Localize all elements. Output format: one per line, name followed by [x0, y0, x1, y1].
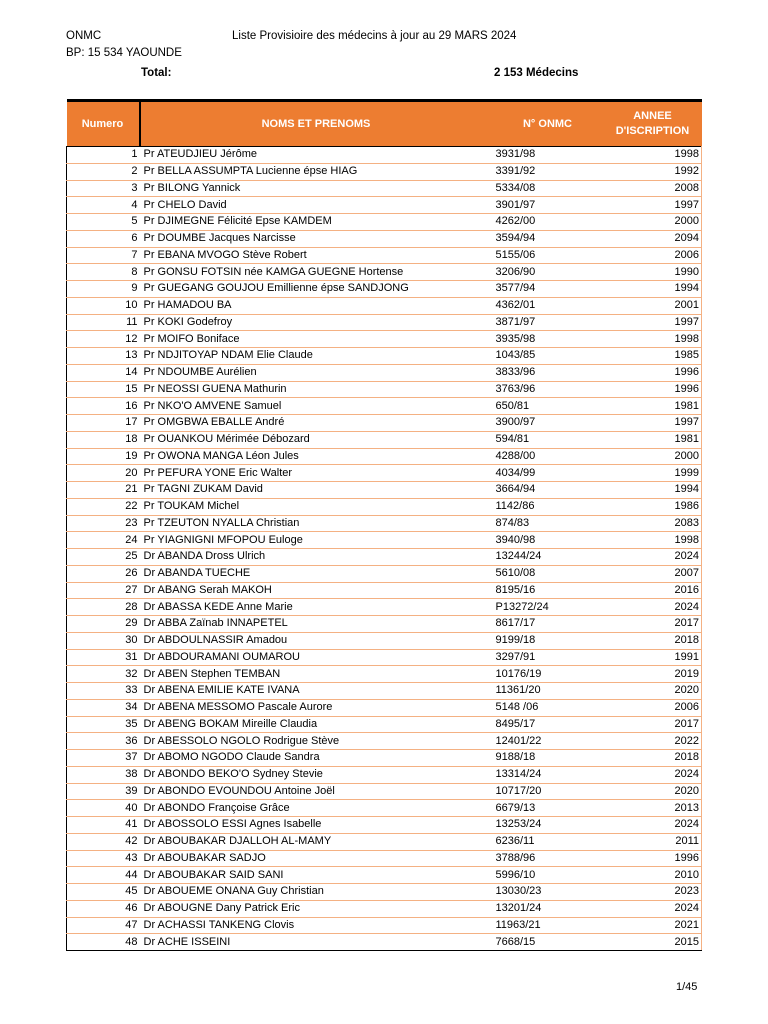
row-name: Dr ABANDA Dross Ulrich: [140, 549, 492, 566]
row-name: Dr ABONDO Françoise Grâce: [140, 800, 492, 817]
row-name: Dr ABOUBAKAR SADJO: [140, 850, 492, 867]
row-number: 31: [67, 649, 140, 666]
row-onmc: 3901/97: [492, 197, 604, 214]
table-row: [67, 783, 702, 800]
org-name: ONMC: [66, 30, 102, 42]
row-name: Pr PEFURA YONE Eric Walter: [140, 465, 492, 482]
row-year: 1998: [604, 532, 702, 549]
row-year: 1996: [604, 364, 702, 381]
table-row: [67, 281, 702, 298]
row-number: 13: [67, 348, 140, 365]
table-row: [67, 197, 702, 214]
row-onmc: 3788/96: [492, 850, 604, 867]
row-year: 1997: [604, 197, 702, 214]
row-number: 38: [67, 766, 140, 783]
row-onmc: 3940/98: [492, 532, 604, 549]
row-name: Dr ABOUBAKAR SAID SANI: [140, 867, 492, 884]
row-year: 2021: [604, 917, 702, 934]
row-year: 1998: [604, 147, 702, 164]
row-onmc: 13244/24: [492, 549, 604, 566]
table-row: [67, 632, 702, 649]
row-name: Dr ABENA EMILIE KATE IVANA: [140, 683, 492, 700]
col-header-annee-line1: ANNEE: [633, 110, 672, 122]
row-onmc: 13314/24: [492, 766, 604, 783]
row-onmc: 4362/01: [492, 297, 604, 314]
row-name: Pr OUANKOU Mérimée Débozard: [140, 431, 492, 448]
row-onmc: P13272/24: [492, 599, 604, 616]
table-row: [67, 381, 702, 398]
table-row: [67, 800, 702, 817]
row-name: Dr ABDOURAMANI OUMAROU: [140, 649, 492, 666]
row-year: 2023: [604, 884, 702, 901]
row-onmc: 11361/20: [492, 683, 604, 700]
row-onmc: 3935/98: [492, 331, 604, 348]
row-name: Dr ABONDO BEKO'O Sydney Stevie: [140, 766, 492, 783]
table-row: [67, 180, 702, 197]
row-number: 23: [67, 515, 140, 532]
row-onmc: 13253/24: [492, 817, 604, 834]
row-number: 15: [67, 381, 140, 398]
row-name: Dr ACHASSI TANKENG Clovis: [140, 917, 492, 934]
row-onmc: 1142/86: [492, 498, 604, 515]
table-row: [67, 465, 702, 482]
row-onmc: 5610/08: [492, 565, 604, 582]
row-name: Dr ACHE ISSEINI: [140, 934, 492, 951]
table-row: [67, 599, 702, 616]
col-header-noms: NOMS ET PRENOMS: [140, 101, 492, 147]
row-year: 2008: [604, 180, 702, 197]
table-row: [67, 415, 702, 432]
row-number: 8: [67, 264, 140, 281]
row-onmc: 12401/22: [492, 733, 604, 750]
row-number: 7: [67, 247, 140, 264]
row-year: 2007: [604, 565, 702, 582]
col-header-annee-line2: D'ISCRIPTION: [615, 125, 690, 137]
row-year: 2024: [604, 766, 702, 783]
row-number: 32: [67, 666, 140, 683]
row-year: 2006: [604, 699, 702, 716]
table-row: [67, 817, 702, 834]
row-name: Pr DJIMEGNE Félicité Epse KAMDEM: [140, 214, 492, 231]
list-title: Liste Provisioire des médecins à jour au 29 MARS 2024: [232, 30, 517, 42]
row-number: 1: [67, 147, 140, 164]
row-number: 44: [67, 867, 140, 884]
row-onmc: 10176/19: [492, 666, 604, 683]
row-onmc: 5155/06: [492, 247, 604, 264]
row-number: 22: [67, 498, 140, 515]
row-year: 1991: [604, 649, 702, 666]
row-name: Pr GUEGANG GOUJOU Emillienne épse SANDJONG: [140, 281, 492, 298]
row-number: 40: [67, 800, 140, 817]
row-name: Pr BELLA ASSUMPTA Lucienne épse HIAG: [140, 163, 492, 180]
row-name: Dr ABONDO EVOUNDOU Antoine Joël: [140, 783, 492, 800]
row-name: Pr OMGBWA EBALLE André: [140, 415, 492, 432]
table-row: [67, 733, 702, 750]
row-name: Dr ABANDA TUECHE: [140, 565, 492, 582]
table-row: [67, 750, 702, 767]
row-number: 35: [67, 716, 140, 733]
row-year: 1998: [604, 331, 702, 348]
row-onmc: 5148 /06: [492, 699, 604, 716]
row-onmc: 3763/96: [492, 381, 604, 398]
row-year: 2013: [604, 800, 702, 817]
row-name: Pr NEOSSI GUENA Mathurin: [140, 381, 492, 398]
row-number: 18: [67, 431, 140, 448]
row-year: 1981: [604, 398, 702, 415]
table-row: [67, 348, 702, 365]
row-year: 1981: [604, 431, 702, 448]
table-row: [67, 398, 702, 415]
table-row: [67, 532, 702, 549]
table-row: [67, 549, 702, 566]
row-year: 2018: [604, 632, 702, 649]
row-onmc: 4262/00: [492, 214, 604, 231]
row-number: 9: [67, 281, 140, 298]
table-row: [67, 214, 702, 231]
table-row: [67, 934, 702, 951]
row-name: Dr ABDOULNASSIR Amadou: [140, 632, 492, 649]
table-row: [67, 431, 702, 448]
row-year: 2017: [604, 716, 702, 733]
row-onmc: 3594/94: [492, 230, 604, 247]
row-year: 1992: [604, 163, 702, 180]
row-name: Dr ABOSSOLO ESSI Agnes Isabelle: [140, 817, 492, 834]
row-onmc: 8495/17: [492, 716, 604, 733]
table-row: [67, 884, 702, 901]
row-name: Pr EBANA MVOGO Stève Robert: [140, 247, 492, 264]
row-onmc: 6679/13: [492, 800, 604, 817]
row-name: Pr HAMADOU BA: [140, 297, 492, 314]
row-number: 27: [67, 582, 140, 599]
row-onmc: 650/81: [492, 398, 604, 415]
row-number: 36: [67, 733, 140, 750]
row-onmc: 3577/94: [492, 281, 604, 298]
row-number: 21: [67, 482, 140, 499]
row-name: Pr GONSU FOTSIN née KAMGA GUEGNE Hortense: [140, 264, 492, 281]
col-header-annee: [604, 101, 702, 147]
table-header: [67, 101, 702, 147]
row-number: 10: [67, 297, 140, 314]
row-name: Dr ABOUBAKAR DJALLOH AL-MAMY: [140, 833, 492, 850]
row-number: 5: [67, 214, 140, 231]
row-number: 29: [67, 616, 140, 633]
row-onmc: 1043/85: [492, 348, 604, 365]
total-value: 2 153 Médecins: [494, 67, 579, 79]
row-year: 2018: [604, 750, 702, 767]
row-year: 1990: [604, 264, 702, 281]
row-onmc: 4034/99: [492, 465, 604, 482]
table-row: [67, 331, 702, 348]
row-onmc: 5334/08: [492, 180, 604, 197]
row-number: 2: [67, 163, 140, 180]
row-year: 2020: [604, 783, 702, 800]
row-number: 30: [67, 632, 140, 649]
table-row: [67, 565, 702, 582]
row-name: Dr ABENG BOKAM Mireille Claudia: [140, 716, 492, 733]
row-onmc: 3871/97: [492, 314, 604, 331]
row-number: 28: [67, 599, 140, 616]
row-year: 2024: [604, 549, 702, 566]
row-year: 2022: [604, 733, 702, 750]
row-year: 2016: [604, 582, 702, 599]
table-row: [67, 833, 702, 850]
row-onmc: 9199/18: [492, 632, 604, 649]
row-year: 2011: [604, 833, 702, 850]
row-name: Pr NKO'O AMVENE Samuel: [140, 398, 492, 415]
row-number: 26: [67, 565, 140, 582]
row-number: 4: [67, 197, 140, 214]
table-row: [67, 649, 702, 666]
table-row: [67, 482, 702, 499]
col-header-onmc: N° ONMC: [492, 101, 604, 147]
table-row: [67, 163, 702, 180]
row-name: Pr NDOUMBE Aurélien: [140, 364, 492, 381]
row-onmc: 3206/90: [492, 264, 604, 281]
row-year: 2019: [604, 666, 702, 683]
row-onmc: 8617/17: [492, 616, 604, 633]
row-name: Dr ABBA Zaïnab INNAPETEL: [140, 616, 492, 633]
row-name: Dr ABOUEME ONANA Guy Christian: [140, 884, 492, 901]
row-year: 2024: [604, 900, 702, 917]
doctors-table: [66, 99, 702, 951]
row-onmc: 6236/11: [492, 833, 604, 850]
table-row: [67, 917, 702, 934]
row-onmc: 3664/94: [492, 482, 604, 499]
row-number: 39: [67, 783, 140, 800]
row-year: 2006: [604, 247, 702, 264]
table-row: [67, 900, 702, 917]
row-name: Dr ABENA MESSOMO Pascale Aurore: [140, 699, 492, 716]
row-number: 16: [67, 398, 140, 415]
row-year: 2024: [604, 817, 702, 834]
row-onmc: 3297/91: [492, 649, 604, 666]
table-row: [67, 314, 702, 331]
row-name: Pr OWONA MANGA Léon Jules: [140, 448, 492, 465]
table-row: [67, 448, 702, 465]
row-name: Pr MOIFO Boniface: [140, 331, 492, 348]
row-name: Pr BILONG Yannick: [140, 180, 492, 197]
row-number: 48: [67, 934, 140, 951]
row-onmc: 13201/24: [492, 900, 604, 917]
row-name: Dr ABASSA KEDE Anne Marie: [140, 599, 492, 616]
row-number: 45: [67, 884, 140, 901]
row-year: 1994: [604, 482, 702, 499]
row-onmc: 3391/92: [492, 163, 604, 180]
table-row: [67, 616, 702, 633]
table-body: [67, 147, 702, 951]
row-number: 33: [67, 683, 140, 700]
table-row: [67, 264, 702, 281]
row-name: Pr YIAGNIGNI MFOPOU Euloge: [140, 532, 492, 549]
col-header-numero: Numero: [67, 101, 140, 147]
row-year: 2000: [604, 214, 702, 231]
row-name: Dr ABOUGNE Dany Patrick Eric: [140, 900, 492, 917]
row-number: 41: [67, 817, 140, 834]
row-name: Dr ABESSOLO NGOLO Rodrigue Stève: [140, 733, 492, 750]
row-year: 2020: [604, 683, 702, 700]
row-number: 20: [67, 465, 140, 482]
row-number: 24: [67, 532, 140, 549]
row-year: 2024: [604, 599, 702, 616]
page-number: 1/45: [676, 981, 698, 993]
table-row: [67, 297, 702, 314]
table-row: [67, 666, 702, 683]
row-name: Pr TOUKAM Michel: [140, 498, 492, 515]
row-onmc: 9188/18: [492, 750, 604, 767]
table-row: [67, 867, 702, 884]
row-year: 1996: [604, 850, 702, 867]
row-year: 2094: [604, 230, 702, 247]
row-year: 1985: [604, 348, 702, 365]
row-onmc: 594/81: [492, 431, 604, 448]
row-year: 2017: [604, 616, 702, 633]
row-name: Pr KOKI Godefroy: [140, 314, 492, 331]
row-onmc: 10717/20: [492, 783, 604, 800]
row-year: 2083: [604, 515, 702, 532]
row-onmc: 4288/00: [492, 448, 604, 465]
row-onmc: 3900/97: [492, 415, 604, 432]
postal-box: BP: 15 534 YAOUNDE: [66, 47, 182, 59]
table-row: [67, 364, 702, 381]
row-number: 47: [67, 917, 140, 934]
table-row: [67, 582, 702, 599]
row-onmc: 5996/10: [492, 867, 604, 884]
row-number: 43: [67, 850, 140, 867]
table-row: [67, 498, 702, 515]
total-label: Total:: [141, 67, 172, 79]
row-year: 2015: [604, 934, 702, 951]
table-row: [67, 515, 702, 532]
row-name: Dr ABOMO NGODO Claude Sandra: [140, 750, 492, 767]
row-number: 46: [67, 900, 140, 917]
row-number: 12: [67, 331, 140, 348]
row-onmc: 13030/23: [492, 884, 604, 901]
table-row: [67, 850, 702, 867]
table-row: [67, 716, 702, 733]
table-row: [67, 683, 702, 700]
row-name: Pr ATEUDJIEU Jérôme: [140, 147, 492, 164]
row-name: Pr NDJITOYAP NDAM Elie Claude: [140, 348, 492, 365]
row-year: 1994: [604, 281, 702, 298]
row-number: 42: [67, 833, 140, 850]
row-name: Pr TZEUTON NYALLA Christian: [140, 515, 492, 532]
row-number: 37: [67, 750, 140, 767]
row-year: 2001: [604, 297, 702, 314]
row-number: 6: [67, 230, 140, 247]
row-year: 2010: [604, 867, 702, 884]
row-onmc: 874/83: [492, 515, 604, 532]
row-number: 17: [67, 415, 140, 432]
row-name: Pr CHELO David: [140, 197, 492, 214]
row-name: Pr TAGNI ZUKAM David: [140, 482, 492, 499]
row-year: 1997: [604, 314, 702, 331]
row-year: 1997: [604, 415, 702, 432]
table-row: [67, 766, 702, 783]
table-row: [67, 699, 702, 716]
row-name: Dr ABEN Stephen TEMBAN: [140, 666, 492, 683]
row-onmc: 3833/96: [492, 364, 604, 381]
row-onmc: 11963/21: [492, 917, 604, 934]
table-row: [67, 230, 702, 247]
row-onmc: 8195/16: [492, 582, 604, 599]
table-row: [67, 147, 702, 164]
row-name: Dr ABANG Serah MAKOH: [140, 582, 492, 599]
row-number: 11: [67, 314, 140, 331]
row-onmc: 7668/15: [492, 934, 604, 951]
row-number: 25: [67, 549, 140, 566]
row-year: 1996: [604, 381, 702, 398]
table-row: [67, 247, 702, 264]
row-number: 19: [67, 448, 140, 465]
row-name: Pr DOUMBE Jacques Narcisse: [140, 230, 492, 247]
row-number: 14: [67, 364, 140, 381]
row-number: 3: [67, 180, 140, 197]
row-year: 1986: [604, 498, 702, 515]
row-year: 2000: [604, 448, 702, 465]
row-year: 1999: [604, 465, 702, 482]
row-onmc: 3931/98: [492, 147, 604, 164]
row-number: 34: [67, 699, 140, 716]
